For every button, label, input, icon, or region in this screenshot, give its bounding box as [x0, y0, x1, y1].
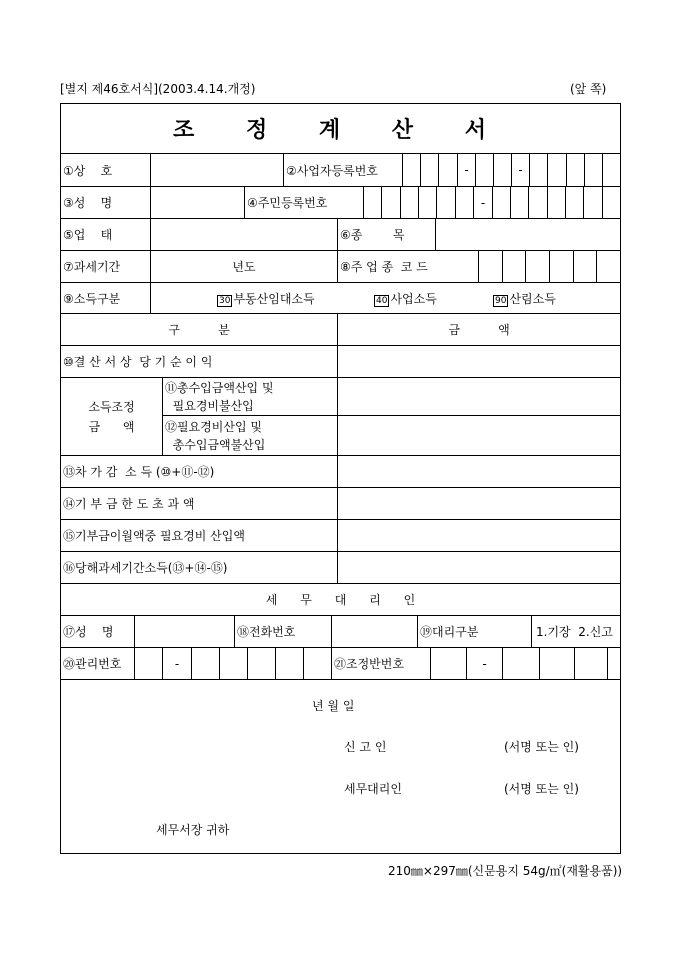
- filer-label: 신 고 인: [344, 740, 387, 754]
- business-reg-cell-digit[interactable]: [402, 153, 421, 187]
- tax-period-field[interactable]: 년도: [150, 250, 338, 283]
- agent-phone-label: ⑱전화번호: [234, 615, 332, 648]
- business-reg-cell-digit[interactable]: [584, 153, 603, 187]
- side-label: (앞 쪽): [570, 82, 607, 96]
- resident-no-cell-digit[interactable]: [602, 186, 621, 219]
- agent-type-label: ⑲대리구분: [417, 615, 532, 648]
- net-income-amount[interactable]: [337, 345, 621, 378]
- agent-name-field[interactable]: [134, 615, 235, 648]
- resident-no-cell-digit[interactable]: [418, 186, 437, 219]
- amount-header: 금 액: [337, 313, 621, 346]
- donation-excess-amount[interactable]: [337, 487, 621, 520]
- agent-signature[interactable]: (서명 또는 인): [504, 782, 579, 796]
- mgmt-no-cell-digit[interactable]: [191, 647, 220, 680]
- resident-no-cell-digit[interactable]: [436, 186, 456, 219]
- net-income-label: ⑩결 산 서 상 당 기 순 이 익: [60, 345, 338, 378]
- donation-carryover-label: ⑮기부금이월액중 필요경비 산입액: [60, 519, 338, 552]
- adj-11-line2: 필요경비불산입: [165, 398, 254, 413]
- adj-11-amount[interactable]: [337, 377, 621, 416]
- recipient: 세무서장 귀하: [156, 823, 230, 837]
- business-reg-cell-digit[interactable]: [475, 153, 494, 187]
- resident-no-cell-digit[interactable]: [510, 186, 529, 219]
- option-real-estate[interactable]: [217, 290, 315, 307]
- industry-code-cell-digit[interactable]: [596, 250, 621, 283]
- option-label: 사업소득: [390, 291, 437, 306]
- business-reg-cell-separator: -: [457, 153, 476, 187]
- agent-name-label: ⑰성 명: [60, 615, 135, 648]
- business-type-label: ⑤업 태: [60, 218, 151, 251]
- donation-excess-label: ⑭기 부 금 한 도 초 과 액: [60, 487, 338, 520]
- business-type-field[interactable]: [150, 218, 338, 251]
- option-label: 산림소득: [509, 291, 556, 306]
- tax-period-label: ⑦과세기간: [60, 250, 151, 283]
- agent-phone-field[interactable]: [331, 615, 418, 648]
- agent-type-options[interactable]: 1.기장 2.신고: [531, 615, 621, 648]
- option-label: 부동산임대소득: [233, 291, 315, 306]
- industry-code-cell-digit[interactable]: [573, 250, 597, 283]
- resident-no-cell-digit[interactable]: [381, 186, 401, 219]
- tax-agent-section-title: 세 무 대 리 인: [60, 583, 621, 616]
- adj-12-line2: 총수입금액불산입: [165, 437, 266, 452]
- team-no-cell-digit[interactable]: [539, 647, 575, 680]
- team-no-cell-separator: -: [466, 647, 503, 680]
- form-id: [별지 제46호서식](2003.4.14.개정): [60, 82, 256, 96]
- donation-carryover-amount[interactable]: [337, 519, 621, 552]
- industry-code-cell-digit[interactable]: [525, 250, 550, 283]
- resident-no-cell-digit[interactable]: [528, 186, 548, 219]
- date-line[interactable]: 년 월 일: [312, 699, 355, 713]
- industry-code-cell-digit[interactable]: [549, 250, 574, 283]
- mgmt-no-cell-digit[interactable]: [219, 647, 248, 680]
- income-type-label: ⑨소득구분: [60, 282, 151, 314]
- adj-12-label: [162, 415, 338, 456]
- business-reg-cell-digit[interactable]: [602, 153, 621, 187]
- adjustment-label-line1: 소득조정: [88, 399, 135, 414]
- business-reg-cell-digit[interactable]: [547, 153, 567, 187]
- business-reg-cell-digit[interactable]: [493, 153, 512, 187]
- resident-no-cell-digit[interactable]: [583, 186, 603, 219]
- option-forestry[interactable]: [493, 290, 556, 307]
- signature-area: [60, 679, 621, 854]
- industry-code-cell-digit[interactable]: [502, 250, 526, 283]
- income-type-options: [150, 282, 621, 314]
- person-name-label: ③성 명: [60, 186, 151, 219]
- mgmt-no-cell-digit[interactable]: [247, 647, 276, 680]
- adjusted-income-label: ⑬차 가 감 소 득 (⑩+⑪-⑫): [60, 455, 338, 488]
- agent-signer-label: 세무대리인: [344, 782, 402, 796]
- paper-spec: 210㎜×297㎜(신문용지 54g/㎡(재활용품)): [388, 864, 623, 878]
- industry-code-cell-digit[interactable]: [478, 250, 503, 283]
- resident-no-label: ④주민등록번호: [244, 186, 364, 219]
- resident-no-cell-digit[interactable]: [547, 186, 566, 219]
- code-box: 40: [376, 295, 388, 306]
- mgmt-no-cell-digit[interactable]: [303, 647, 332, 680]
- code-box: 30: [219, 295, 231, 306]
- mgmt-no-cell-digit[interactable]: [134, 647, 163, 680]
- form-title: 조 정 계 산 서: [60, 103, 621, 154]
- option-business[interactable]: [374, 290, 437, 307]
- category-header: 구 분: [60, 313, 338, 346]
- item-field[interactable]: [435, 218, 621, 251]
- resident-no-cell-digit[interactable]: [455, 186, 474, 219]
- team-no-cell-digit[interactable]: [574, 647, 608, 680]
- item-label: ⑥종 목: [337, 218, 436, 251]
- filer-signature[interactable]: (서명 또는 인): [504, 740, 579, 754]
- business-reg-cell-digit[interactable]: [438, 153, 458, 187]
- business-reg-cell-digit[interactable]: [566, 153, 585, 187]
- adjusted-income-amount[interactable]: [337, 455, 621, 488]
- business-reg-label: ②사업자등록번호: [283, 153, 403, 187]
- mgmt-no-cell-separator: -: [162, 647, 192, 680]
- mgmt-no-label: ⑳관리번호: [60, 647, 135, 680]
- resident-no-cell-digit[interactable]: [400, 186, 419, 219]
- adjustment-label-line2: 금 액: [88, 419, 135, 434]
- adjustment-label: [60, 377, 163, 456]
- mgmt-no-cell-digit[interactable]: [275, 647, 304, 680]
- adj-11-line1: ⑪총수입금액산입 및: [165, 380, 274, 395]
- team-no-cell-digit[interactable]: [502, 647, 540, 680]
- code-box: 90: [495, 295, 507, 306]
- business-reg-cell-separator: -: [511, 153, 530, 187]
- team-no-cell-digit[interactable]: [430, 647, 467, 680]
- team-no-label: ㉑조정반번호: [331, 647, 431, 680]
- industry-code-label: ⑧주 업 종 코 드: [337, 250, 479, 283]
- business-name-label: ①상 호: [60, 153, 151, 187]
- period-income-amount[interactable]: [337, 551, 621, 584]
- business-reg-cell-digit[interactable]: [420, 153, 439, 187]
- person-name-field[interactable]: [150, 186, 245, 219]
- adj-12-line1: ⑫필요경비산입 및: [165, 419, 262, 434]
- period-income-label: ⑯당해과세기간소득(⑬+⑭-⑮): [60, 551, 338, 584]
- business-name-field[interactable]: [150, 153, 284, 187]
- resident-no-cell-digit[interactable]: [492, 186, 511, 219]
- resident-no-cell-digit[interactable]: [565, 186, 584, 219]
- team-no-cell-digit[interactable]: [607, 647, 621, 680]
- business-reg-cell-digit[interactable]: [529, 153, 548, 187]
- resident-no-cell-digit[interactable]: [363, 186, 382, 219]
- resident-no-cell-separator: -: [473, 186, 493, 219]
- adj-12-amount[interactable]: [337, 415, 621, 456]
- adj-11-label: [162, 377, 338, 416]
